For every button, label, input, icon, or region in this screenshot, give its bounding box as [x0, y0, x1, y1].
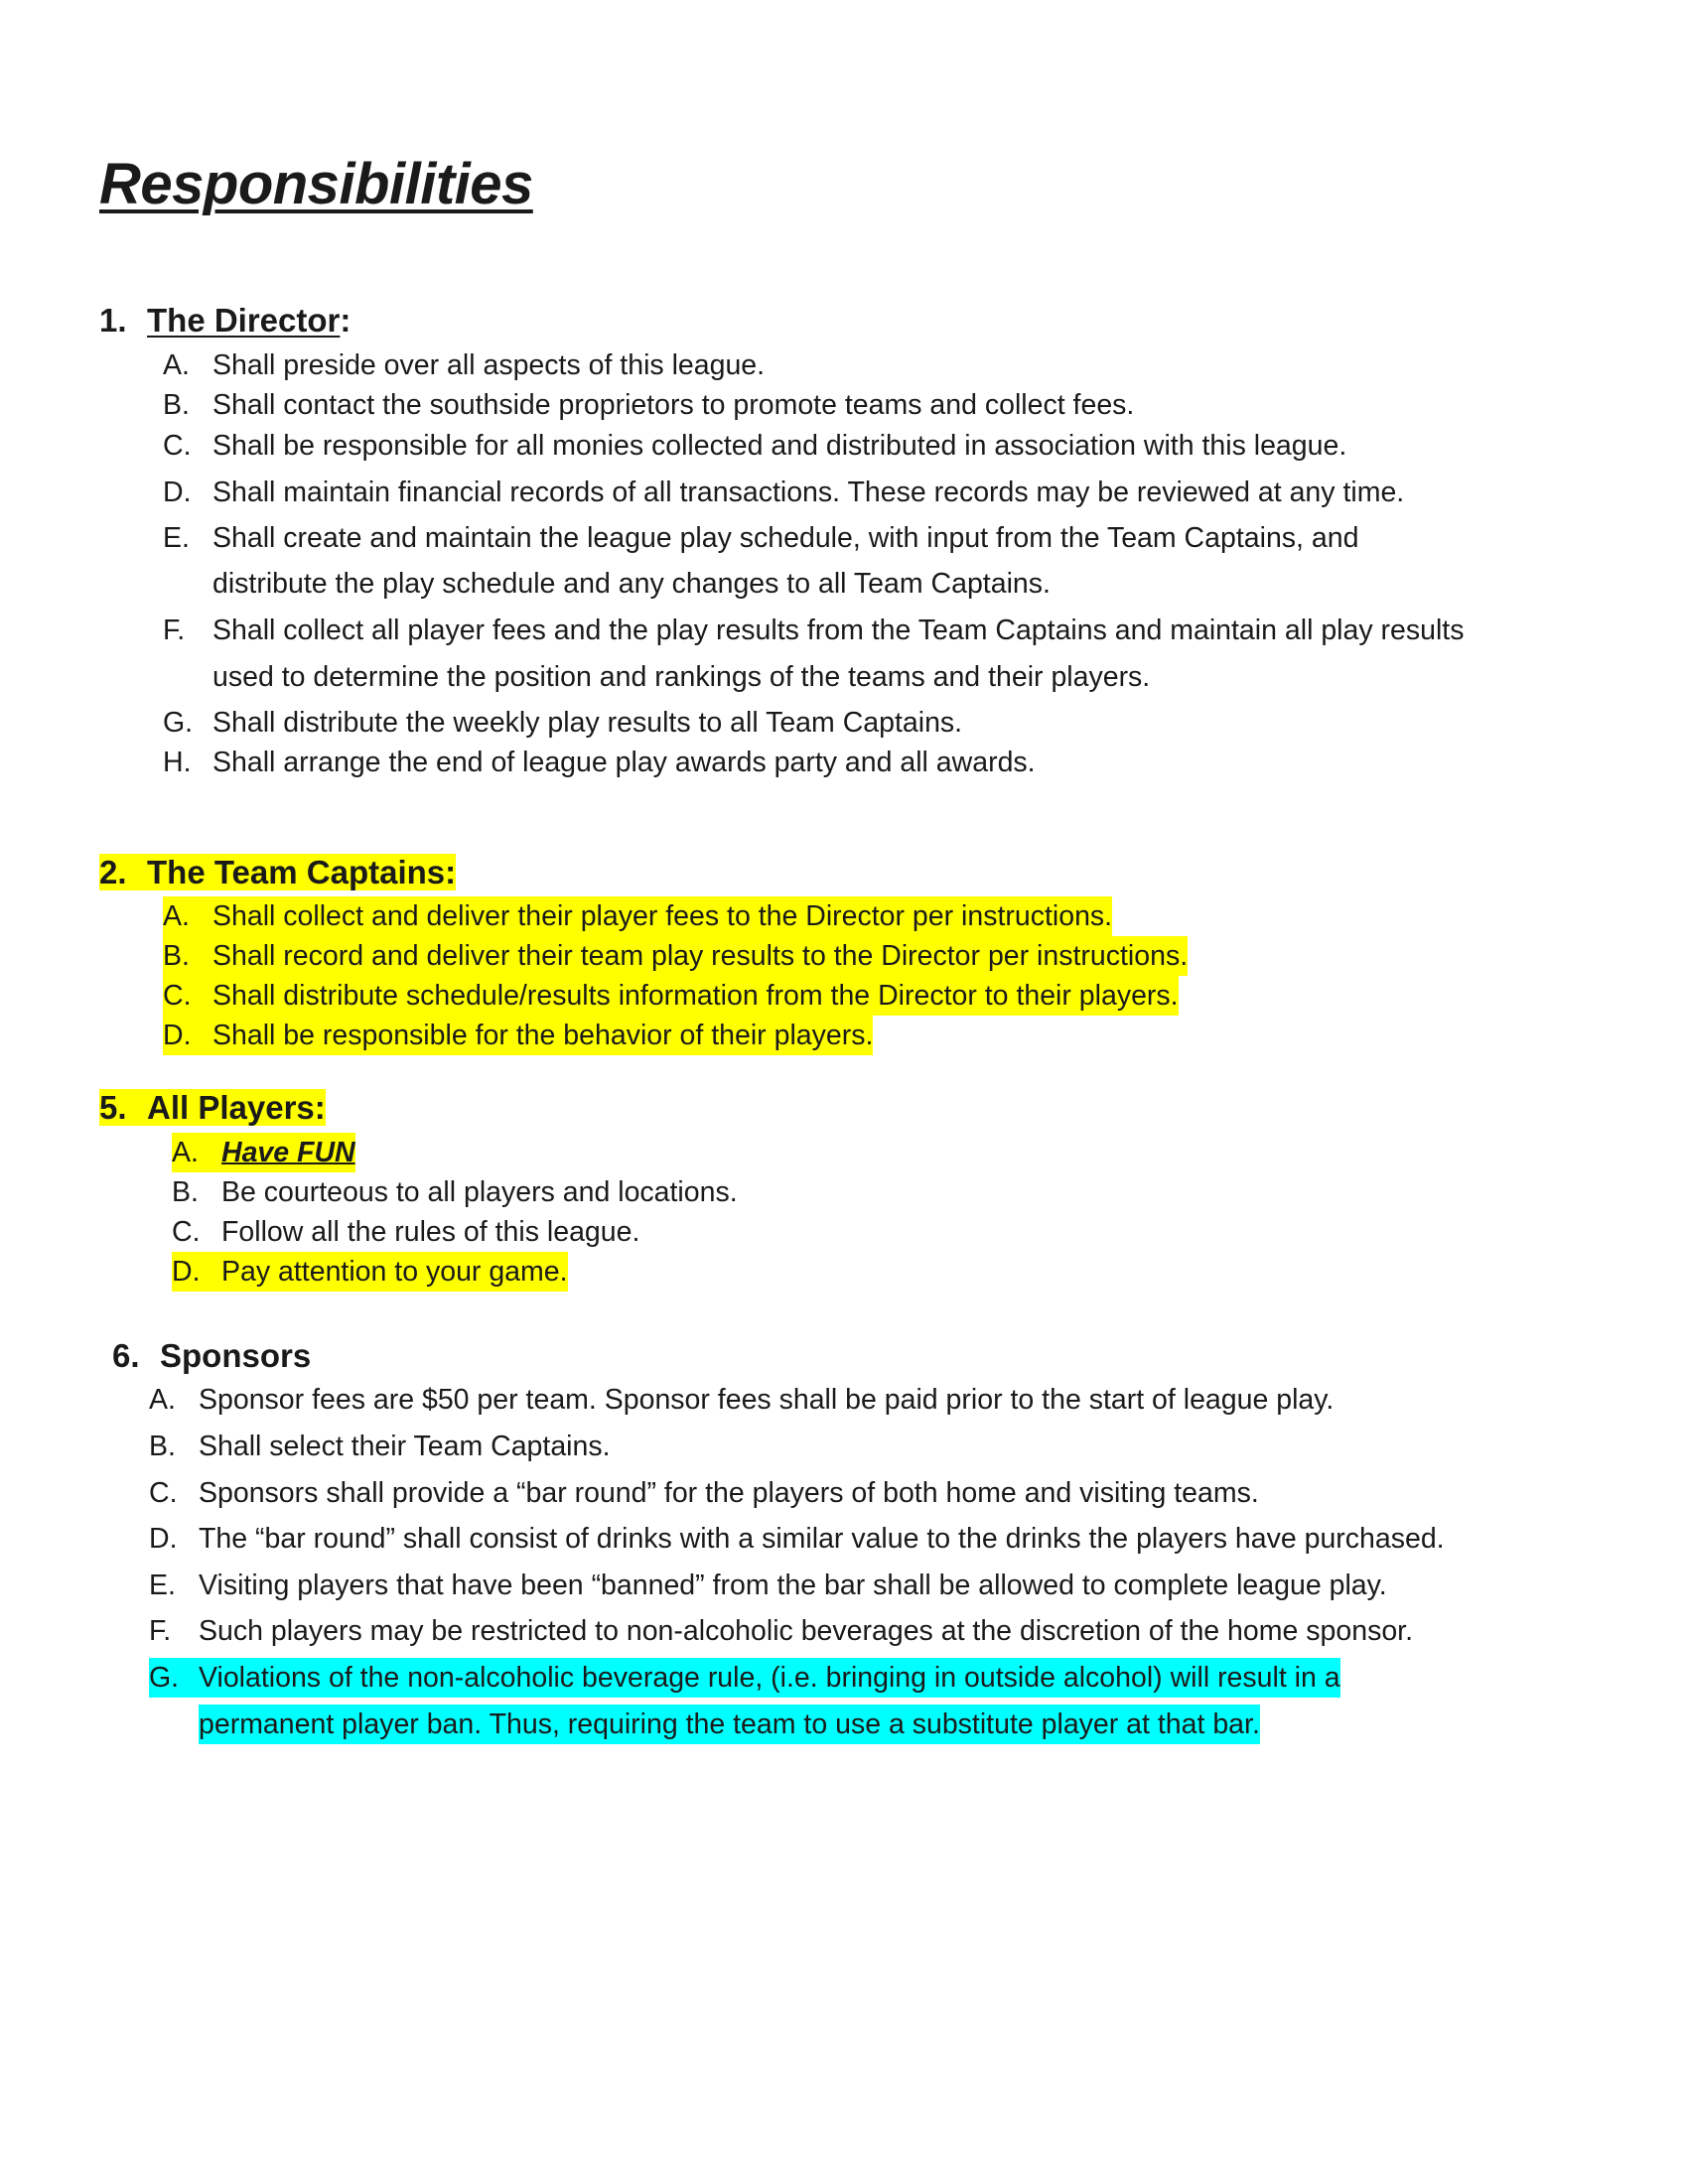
item-text: Sponsor fees are $50 per team. Sponsor fees shall be paid prior to the start of league play.: [199, 1384, 1335, 1416]
item-text: Follow all the rules of this league.: [221, 1216, 640, 1248]
item-letter: B.: [163, 940, 190, 972]
item-letter: F.: [163, 614, 186, 646]
item-letter: D.: [163, 477, 192, 508]
list-item: [172, 1252, 568, 1292]
item-letter: D.: [163, 1020, 192, 1051]
list-item: [163, 1016, 873, 1055]
section-number: 2.: [99, 854, 127, 890]
section-number: 6.: [112, 1337, 140, 1374]
item-text: Shall record and deliver their team play results to the Director per instructions.: [212, 940, 1189, 972]
highlighted-item: [149, 1658, 1340, 1698]
item-letter: A.: [163, 900, 190, 932]
section-title-suffix: :: [340, 302, 352, 339]
item-text: Shall select their Team Captains.: [199, 1431, 611, 1462]
item-text: Such players may be restricted to non-alcoholic beverages at the discretion of the home sponsor.: [199, 1615, 1414, 1647]
item-text: Shall distribute the weekly play results to all Team Captains.: [212, 707, 963, 739]
section-title: The Director: [147, 302, 341, 339]
section-heading: [99, 852, 456, 893]
section-title: All Players:: [147, 1089, 326, 1126]
highlighted-heading: [99, 854, 456, 890]
item-letter: B.: [172, 1176, 199, 1208]
list-item: [163, 896, 1112, 936]
item-letter: G.: [163, 707, 194, 739]
highlighted-item: [172, 1252, 568, 1292]
item-text-continued: distribute the play schedule and any changes to all Team Captains.: [212, 568, 1051, 600]
item-text: Visiting players that have been “banned” from the bar shall be allowed to complete league play.: [199, 1570, 1387, 1601]
list-item: [163, 976, 1179, 1016]
item-letter: A.: [172, 1137, 199, 1168]
section-heading: [112, 1335, 311, 1377]
section-title: Sponsors: [160, 1337, 312, 1374]
highlighted-item: [163, 976, 1179, 1016]
section-heading: [99, 1087, 326, 1129]
section-number: 1.: [99, 302, 127, 339]
item-text: Pay attention to your game.: [221, 1256, 568, 1288]
item-text: Shall be responsible for the behavior of their players.: [212, 1020, 874, 1051]
section-heading: [99, 300, 351, 341]
highlighted-heading: [99, 1089, 326, 1126]
section-number: 5.: [99, 1089, 127, 1126]
item-letter: C.: [172, 1216, 201, 1248]
item-text: Sponsors shall provide a “bar round” for the players of both home and visiting teams.: [199, 1477, 1259, 1509]
item-letter: A.: [163, 349, 190, 381]
item-letter: C.: [163, 980, 192, 1012]
item-letter: B.: [163, 389, 190, 421]
item-text: Shall maintain financial records of all transactions. These records may be reviewed at any time.: [212, 477, 1405, 508]
item-text-continued: used to determine the position and rankings of the teams and their players.: [212, 661, 1151, 693]
item-text: Shall create and maintain the league play schedule, with input from the Team Captains, and: [212, 522, 1359, 554]
item-letter: C.: [163, 430, 192, 462]
item-text: Shall contact the southside proprietors to promote teams and collect fees.: [212, 389, 1135, 421]
list-item: [172, 1133, 355, 1172]
item-letter: D.: [149, 1523, 178, 1555]
item-letter: D.: [172, 1256, 201, 1288]
item-letter: F.: [149, 1615, 172, 1647]
list-item: [149, 1658, 1340, 1740]
item-text: Shall collect and deliver their player fees to the Director per instructions.: [212, 900, 1113, 932]
item-text: Shall preside over all aspects of this league.: [212, 349, 766, 381]
item-letter: A.: [149, 1384, 176, 1416]
list-item: [163, 936, 1188, 976]
item-text: Shall collect all player fees and the play results from the Team Captains and maintain all play results: [212, 614, 1465, 646]
item-text: The “bar round” shall consist of drinks with a similar value to the drinks the players have purchased.: [199, 1523, 1445, 1555]
item-letter: H.: [163, 747, 192, 778]
item-text: Shall be responsible for all monies collected and distributed in association with this league.: [212, 430, 1347, 462]
item-text: Be courteous to all players and locations.: [221, 1176, 738, 1208]
item-text: Violations of the non-alcoholic beverage rule, (i.e. bringing in outside alcohol) will result in a: [199, 1662, 1340, 1694]
item-letter: C.: [149, 1477, 178, 1509]
highlighted-item: [163, 1016, 873, 1055]
item-text: Have FUN: [221, 1137, 355, 1168]
item-text-continued: permanent player ban. Thus, requiring the team to use a substitute player at that bar.: [199, 1705, 1260, 1744]
item-letter: E.: [163, 522, 190, 554]
section-title: The Team Captains:: [147, 854, 457, 890]
highlighted-item: [163, 896, 1112, 936]
highlighted-item: [163, 936, 1188, 976]
item-text: Shall distribute schedule/results information from the Director to their players.: [212, 980, 1179, 1012]
page-title: Responsibilities: [99, 152, 533, 216]
item-text: Shall arrange the end of league play awards party and all awards.: [212, 747, 1036, 778]
highlighted-item: [172, 1133, 355, 1172]
item-letter: E.: [149, 1570, 176, 1601]
list-item: [172, 1212, 639, 1252]
list-item: [172, 1172, 738, 1212]
item-letter: G.: [149, 1662, 180, 1694]
item-letter: B.: [149, 1431, 176, 1462]
